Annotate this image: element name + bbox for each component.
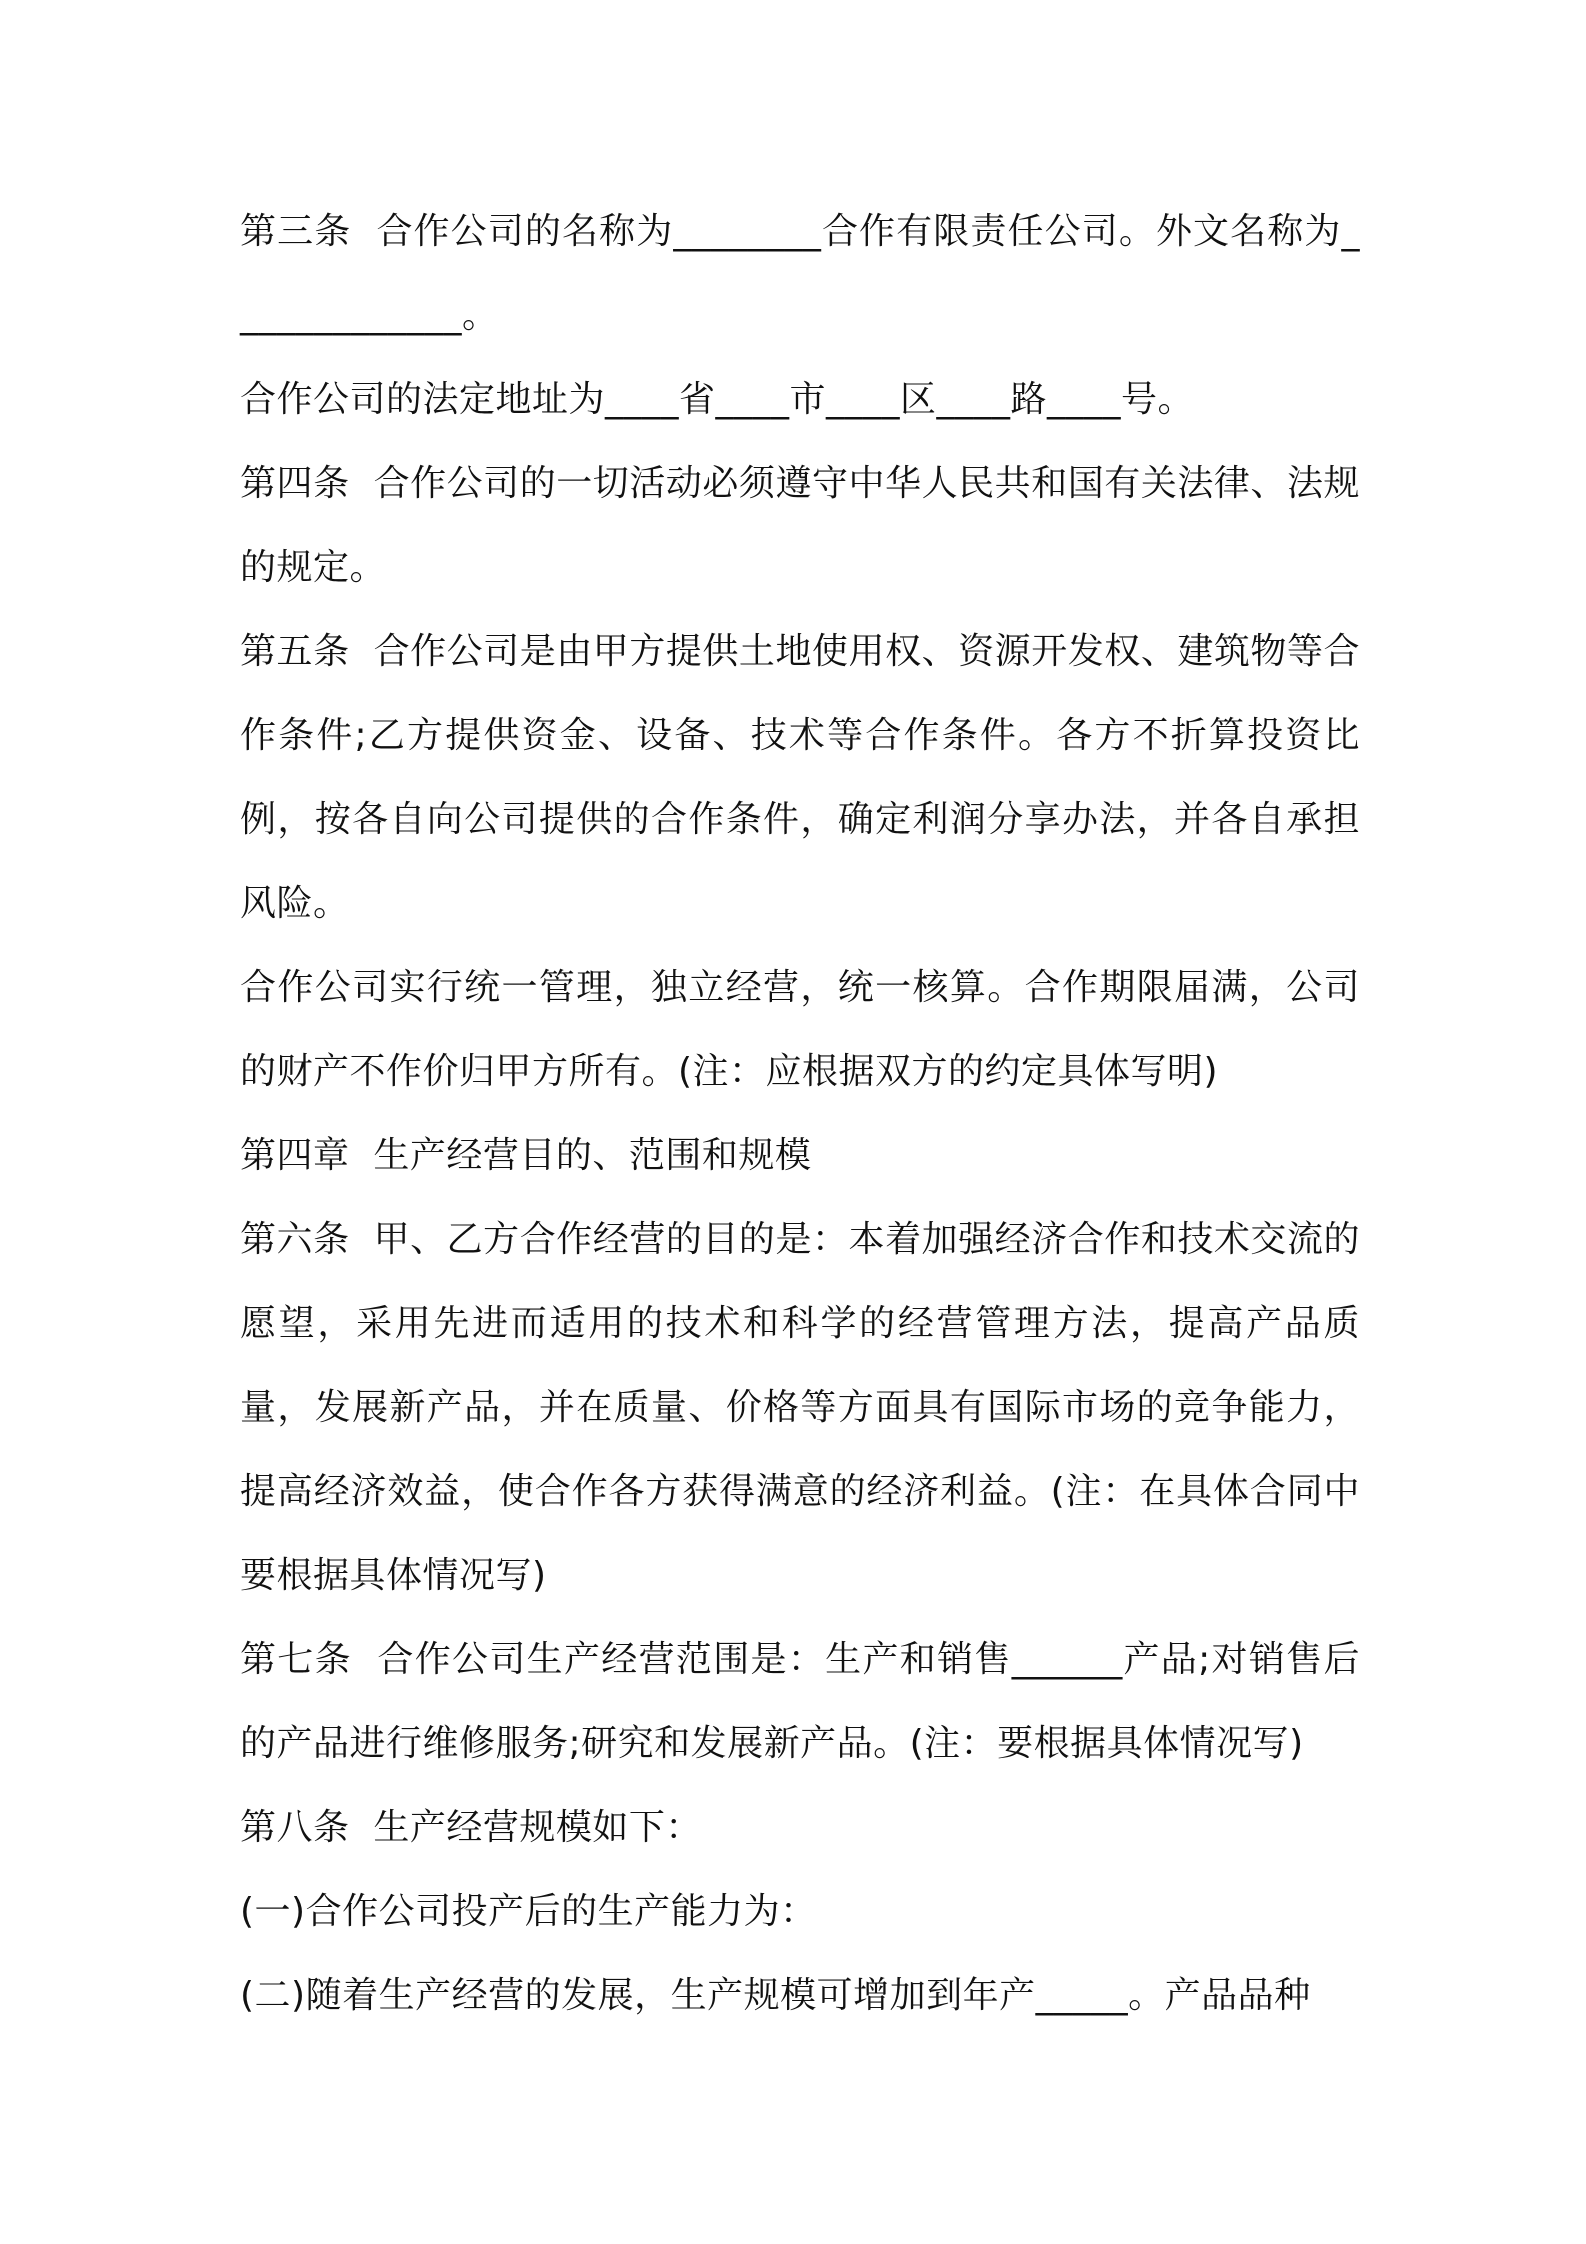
article-8-scale: 第八条 生产经营规模如下：: [240, 1807, 702, 1848]
article-3-company-name: 第三条 合作公司的名称为________合作有限责任公司。外文名称为_____________。: [240, 211, 1360, 336]
document-body: [240, 190, 1360, 2038]
chapter-4-heading: 第四章 生产经营目的、范围和规模: [240, 1135, 812, 1176]
article-6-purpose: 第六条 甲、乙方合作经营的目的是：本着加强经济合作和技术交流的愿望，采用先进而适用的技术和科学的经营管理方法，提高产品质量，发展新产品，并在质量、价格等方面具有国际市场的竞争能力，提高经济效益，使合作各方获得满意的经济利益。(注：在具体合同中要根据具体情况写): [240, 1219, 1360, 1596]
article-5-cooperation-conditions: 第五条 合作公司是由甲方提供土地使用权、资源开发权、建筑物等合作条件;乙方提供资金、设备、技术等合作条件。各方不折算投资比例，按各自向公司提供的合作条件，确定利润分享办法，并各自承担风险。: [240, 631, 1360, 924]
scale-item-2: (二)随着生产经营的发展，生产规模可增加到年产_____。产品品种: [240, 1975, 1311, 2016]
management-clause: 合作公司实行统一管理，独立经营，统一核算。合作期限届满，公司的财产不作价归甲方所有。(注：应根据双方的约定具体写明): [240, 967, 1360, 1092]
article-4-compliance: 第四条 合作公司的一切活动必须遵守中华人民共和国有关法律、法规的规定。: [240, 463, 1360, 588]
scale-item-1: (一)合作公司投产后的生产能力为：: [240, 1891, 817, 1932]
article-7-scope: 第七条 合作公司生产经营范围是：生产和销售______产品;对销售后的产品进行维修服务;研究和发展新产品。(注：要根据具体情况写): [240, 1639, 1360, 1764]
legal-address: 合作公司的法定地址为____省____市____区____路____号。: [240, 379, 1195, 420]
